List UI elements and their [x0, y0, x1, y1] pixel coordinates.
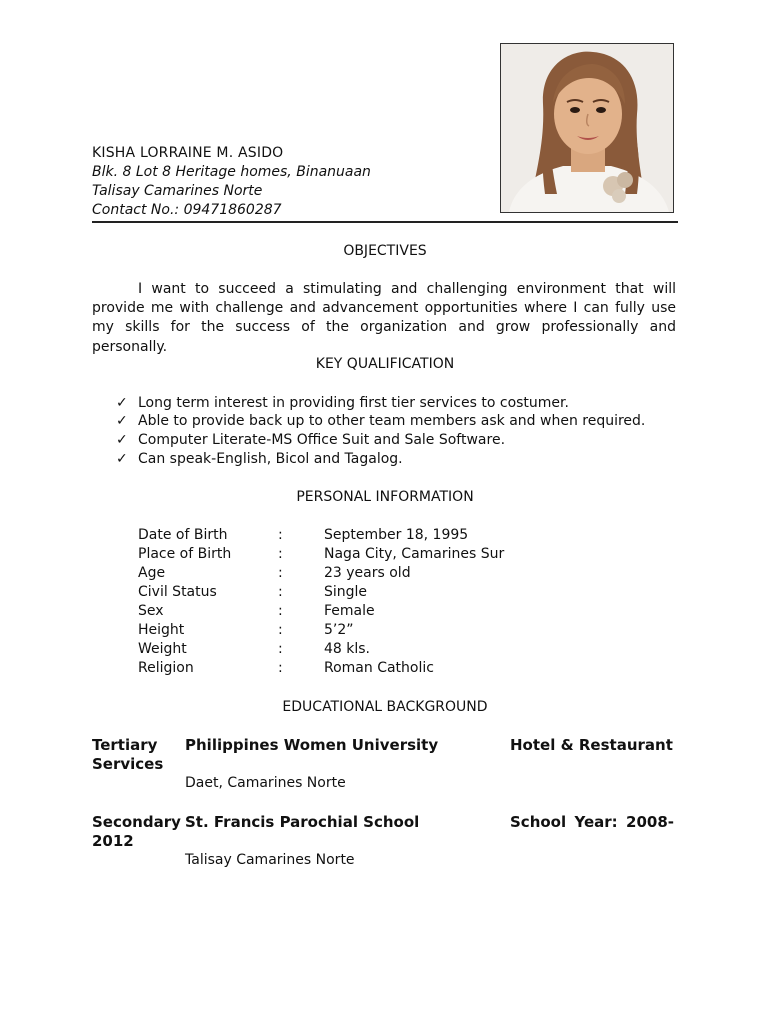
info-colon: :: [278, 527, 283, 543]
course-name: Hotel & Restaurant: [510, 736, 673, 754]
school-location: Daet, Camarines Norte: [185, 775, 346, 791]
school-location: Talisay Camarines Norte: [185, 852, 355, 868]
info-label: Civil Status: [138, 584, 217, 600]
education-level: Tertiary: [92, 736, 158, 754]
qualification-item: ✓ Can speak-English, Bicol and Tagalog.: [116, 451, 403, 467]
info-value: 23 years old: [324, 565, 411, 581]
educational-background-heading: EDUCATIONAL BACKGROUND: [282, 699, 488, 715]
contact-number: Contact No.: 09471860287: [92, 202, 282, 218]
info-value: Single: [324, 584, 368, 600]
address-line-2: Talisay Camarines Norte: [92, 183, 263, 199]
info-value: 48 kls.: [324, 641, 371, 657]
info-value: 5’2”: [324, 622, 354, 638]
qualification-item: ✓ Long term interest in providing first tier services to costumer.: [116, 395, 569, 411]
info-colon: :: [278, 584, 283, 600]
info-colon: :: [278, 546, 283, 562]
info-colon: :: [278, 660, 283, 676]
school-name: St. Francis Parochial School: [185, 813, 420, 831]
info-value: Roman Catholic: [324, 660, 434, 676]
info-colon: :: [278, 622, 283, 638]
school-name: Philippines Women University: [185, 736, 439, 754]
header-divider: [92, 221, 678, 223]
info-colon: :: [278, 641, 283, 657]
check-mark-icon: ✓: [116, 451, 128, 467]
address-line-1: Blk. 8 Lot 8 Heritage homes, Binanuaan: [92, 164, 371, 180]
qualification-item: ✓ Computer Literate-MS Office Suit and Sale Software.: [116, 432, 506, 448]
applicant-name: KISHA LORRAINE M. ASIDO: [92, 145, 284, 161]
info-label: Date of Birth: [138, 527, 228, 543]
info-value: Naga City, Camarines Sur: [324, 546, 505, 562]
info-label: Age: [138, 565, 166, 581]
course-name-continued: Services: [92, 755, 164, 773]
profile-photo: [500, 43, 674, 213]
qualification-item: ✓ Able to provide back up to other team members ask and when required.: [116, 413, 646, 429]
info-label: Religion: [138, 660, 194, 676]
info-value: September 18, 1995: [324, 527, 469, 543]
check-mark-icon: ✓: [116, 432, 128, 448]
portrait-illustration: [501, 44, 673, 212]
check-mark-icon: ✓: [116, 395, 128, 411]
key-qualification-heading: KEY QUALIFICATION: [315, 356, 455, 372]
objectives-text: I want to succeed a stimulating and challenging environment that will provide me with challenge and advancement opportunities where I can fully use my skills for the success of the organization and grow professionally and personally.: [92, 281, 676, 355]
info-label: Sex: [138, 603, 164, 619]
school-year: School Year: 2008-: [510, 813, 674, 831]
info-colon: :: [278, 603, 283, 619]
school-year-continued: 2012: [92, 832, 134, 850]
info-label: Height: [138, 622, 185, 638]
info-label: Place of Birth: [138, 546, 232, 562]
info-colon: :: [278, 565, 283, 581]
objectives-heading: OBJECTIVES: [343, 243, 427, 259]
check-mark-icon: ✓: [116, 413, 128, 429]
info-value: Female: [324, 603, 375, 619]
info-label: Weight: [138, 641, 187, 657]
education-level: Secondary: [92, 813, 181, 831]
personal-information-heading: PERSONAL INFORMATION: [296, 489, 474, 505]
